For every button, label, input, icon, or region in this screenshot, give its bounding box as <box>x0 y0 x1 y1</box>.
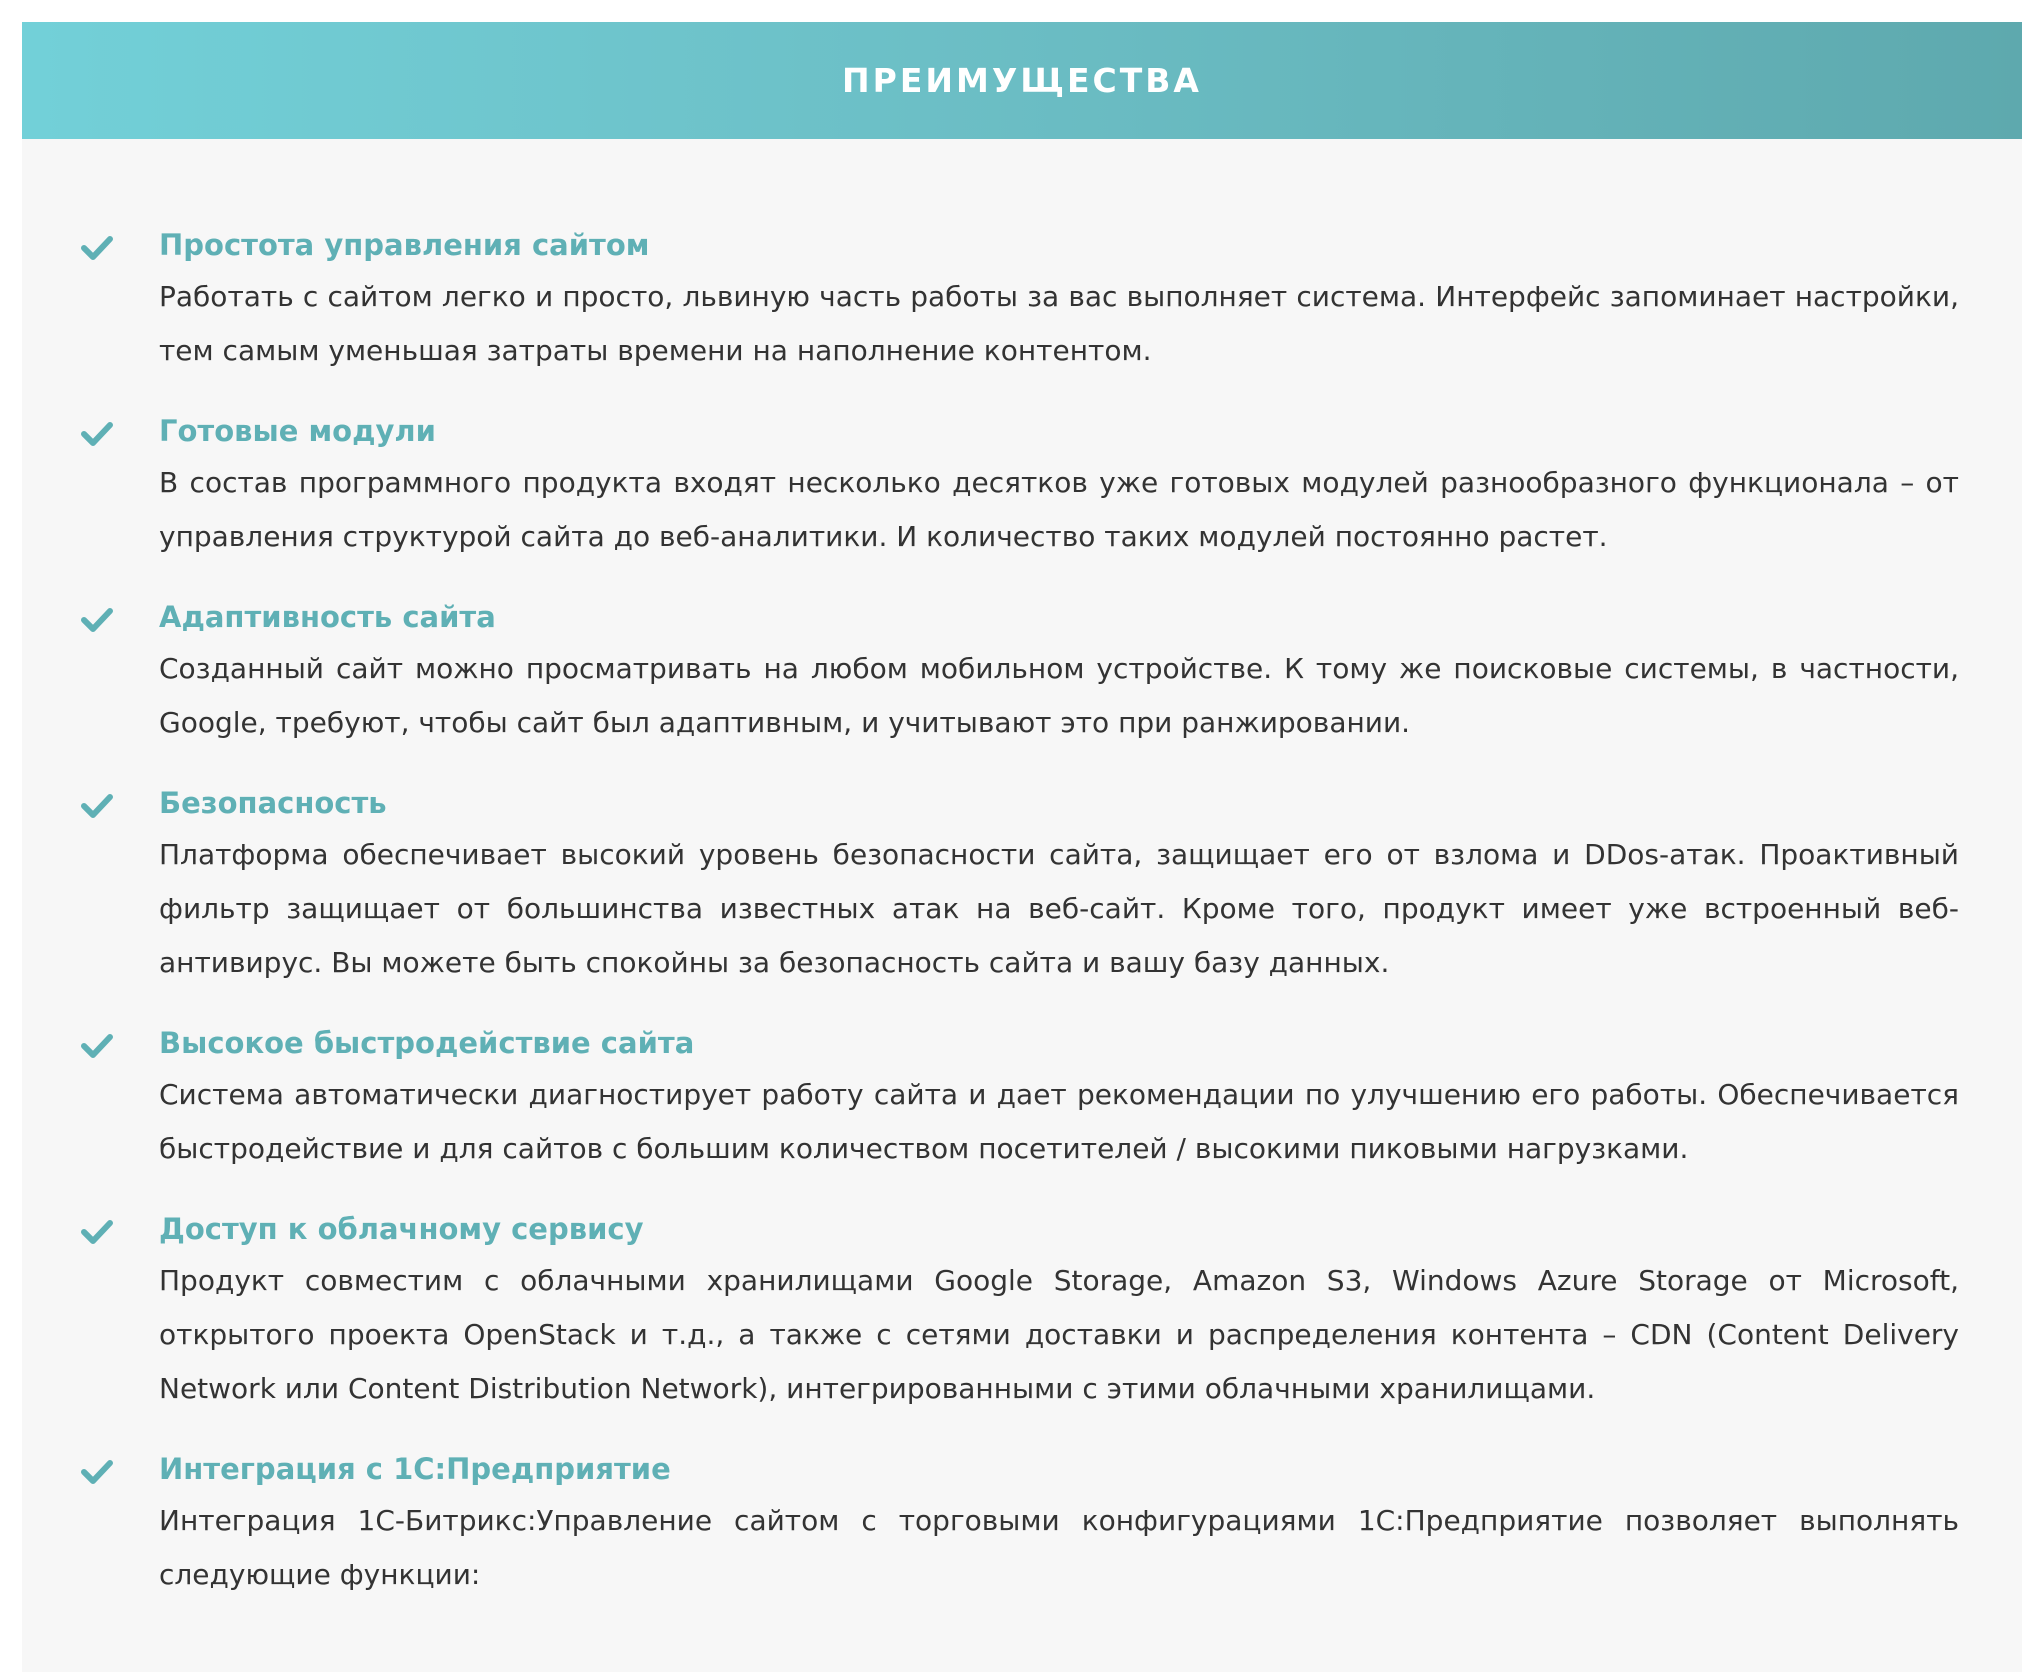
check-icon <box>80 1215 114 1249</box>
advantage-description: Интеграция 1С-Битрикс:Управление сайтом с торговыми конфигурациями 1С:Предприятие позволяет выполнять следующие функции: <box>159 1504 1959 1591</box>
advantage-title: Интеграция с 1С:Предприятие <box>159 1452 671 1486</box>
check-icon <box>80 1029 114 1063</box>
advantage-description: Созданный сайт можно просматривать на любом мобильном устройстве. К тому же поисковые системы, в частности, Google, требуют, чтобы сайт был адаптивным, и учитывают это при ранжировании. <box>159 652 1959 739</box>
advantage-description: Система автоматически диагностирует работу сайта и дает рекомендации по улучшению его работы. Обеспечивается быстродействие и для сайтов с большим количеством посетителей / высокими пиковыми нагрузками. <box>159 1078 1959 1165</box>
advantage-title: Высокое быстродействие сайта <box>159 1026 695 1060</box>
check-icon <box>80 603 114 637</box>
advantage-description: Продукт совместим с облачными хранилищами Google Storage, Amazon S3, Windows Azure Storage от Microsoft, открытого проекта OpenStack и т.д., а также с сетями доставки и распределения контента – CDN (Content Delivery Network или Content Distribution Network), интегрированными с этими облачными хранилищами. <box>159 1264 1959 1405</box>
advantage-title: Простота управления сайтом <box>159 228 650 262</box>
section-title: ПРЕИМУЩЕСТВА <box>842 61 1202 100</box>
advantage-description: Платформа обеспечивает высокий уровень безопасности сайта, защищает его от взлома и DDos-атак. Проактивный фильтр защищает от большинства известных атак на веб-сайт. Кроме того, продукт имеет уже встроенный веб-антивирус. Вы можете быть спокойны за безопасность сайта и вашу базу данных. <box>159 838 1959 979</box>
check-icon <box>80 789 114 823</box>
advantage-title: Готовые модули <box>159 414 436 448</box>
advantage-title: Доступ к облачному сервису <box>159 1212 644 1246</box>
advantage-description: Работать с сайтом легко и просто, львиную часть работы за вас выполняет система. Интерфейс запоминает настройки, тем самым уменьшая затраты времени на наполнение контентом. <box>159 280 1959 367</box>
check-icon <box>80 1455 114 1489</box>
check-icon <box>80 231 114 265</box>
advantage-title: Адаптивность сайта <box>159 600 496 634</box>
advantage-description: В состав программного продукта входят несколько десятков уже готовых модулей разнообразного функционала – от управления структурой сайта до веб-аналитики. И количество таких модулей постоянно растет. <box>159 466 1959 553</box>
section-header <box>22 22 2022 139</box>
advantages-panel <box>22 22 2022 1672</box>
advantage-title: Безопасность <box>159 786 387 820</box>
check-icon <box>80 417 114 451</box>
